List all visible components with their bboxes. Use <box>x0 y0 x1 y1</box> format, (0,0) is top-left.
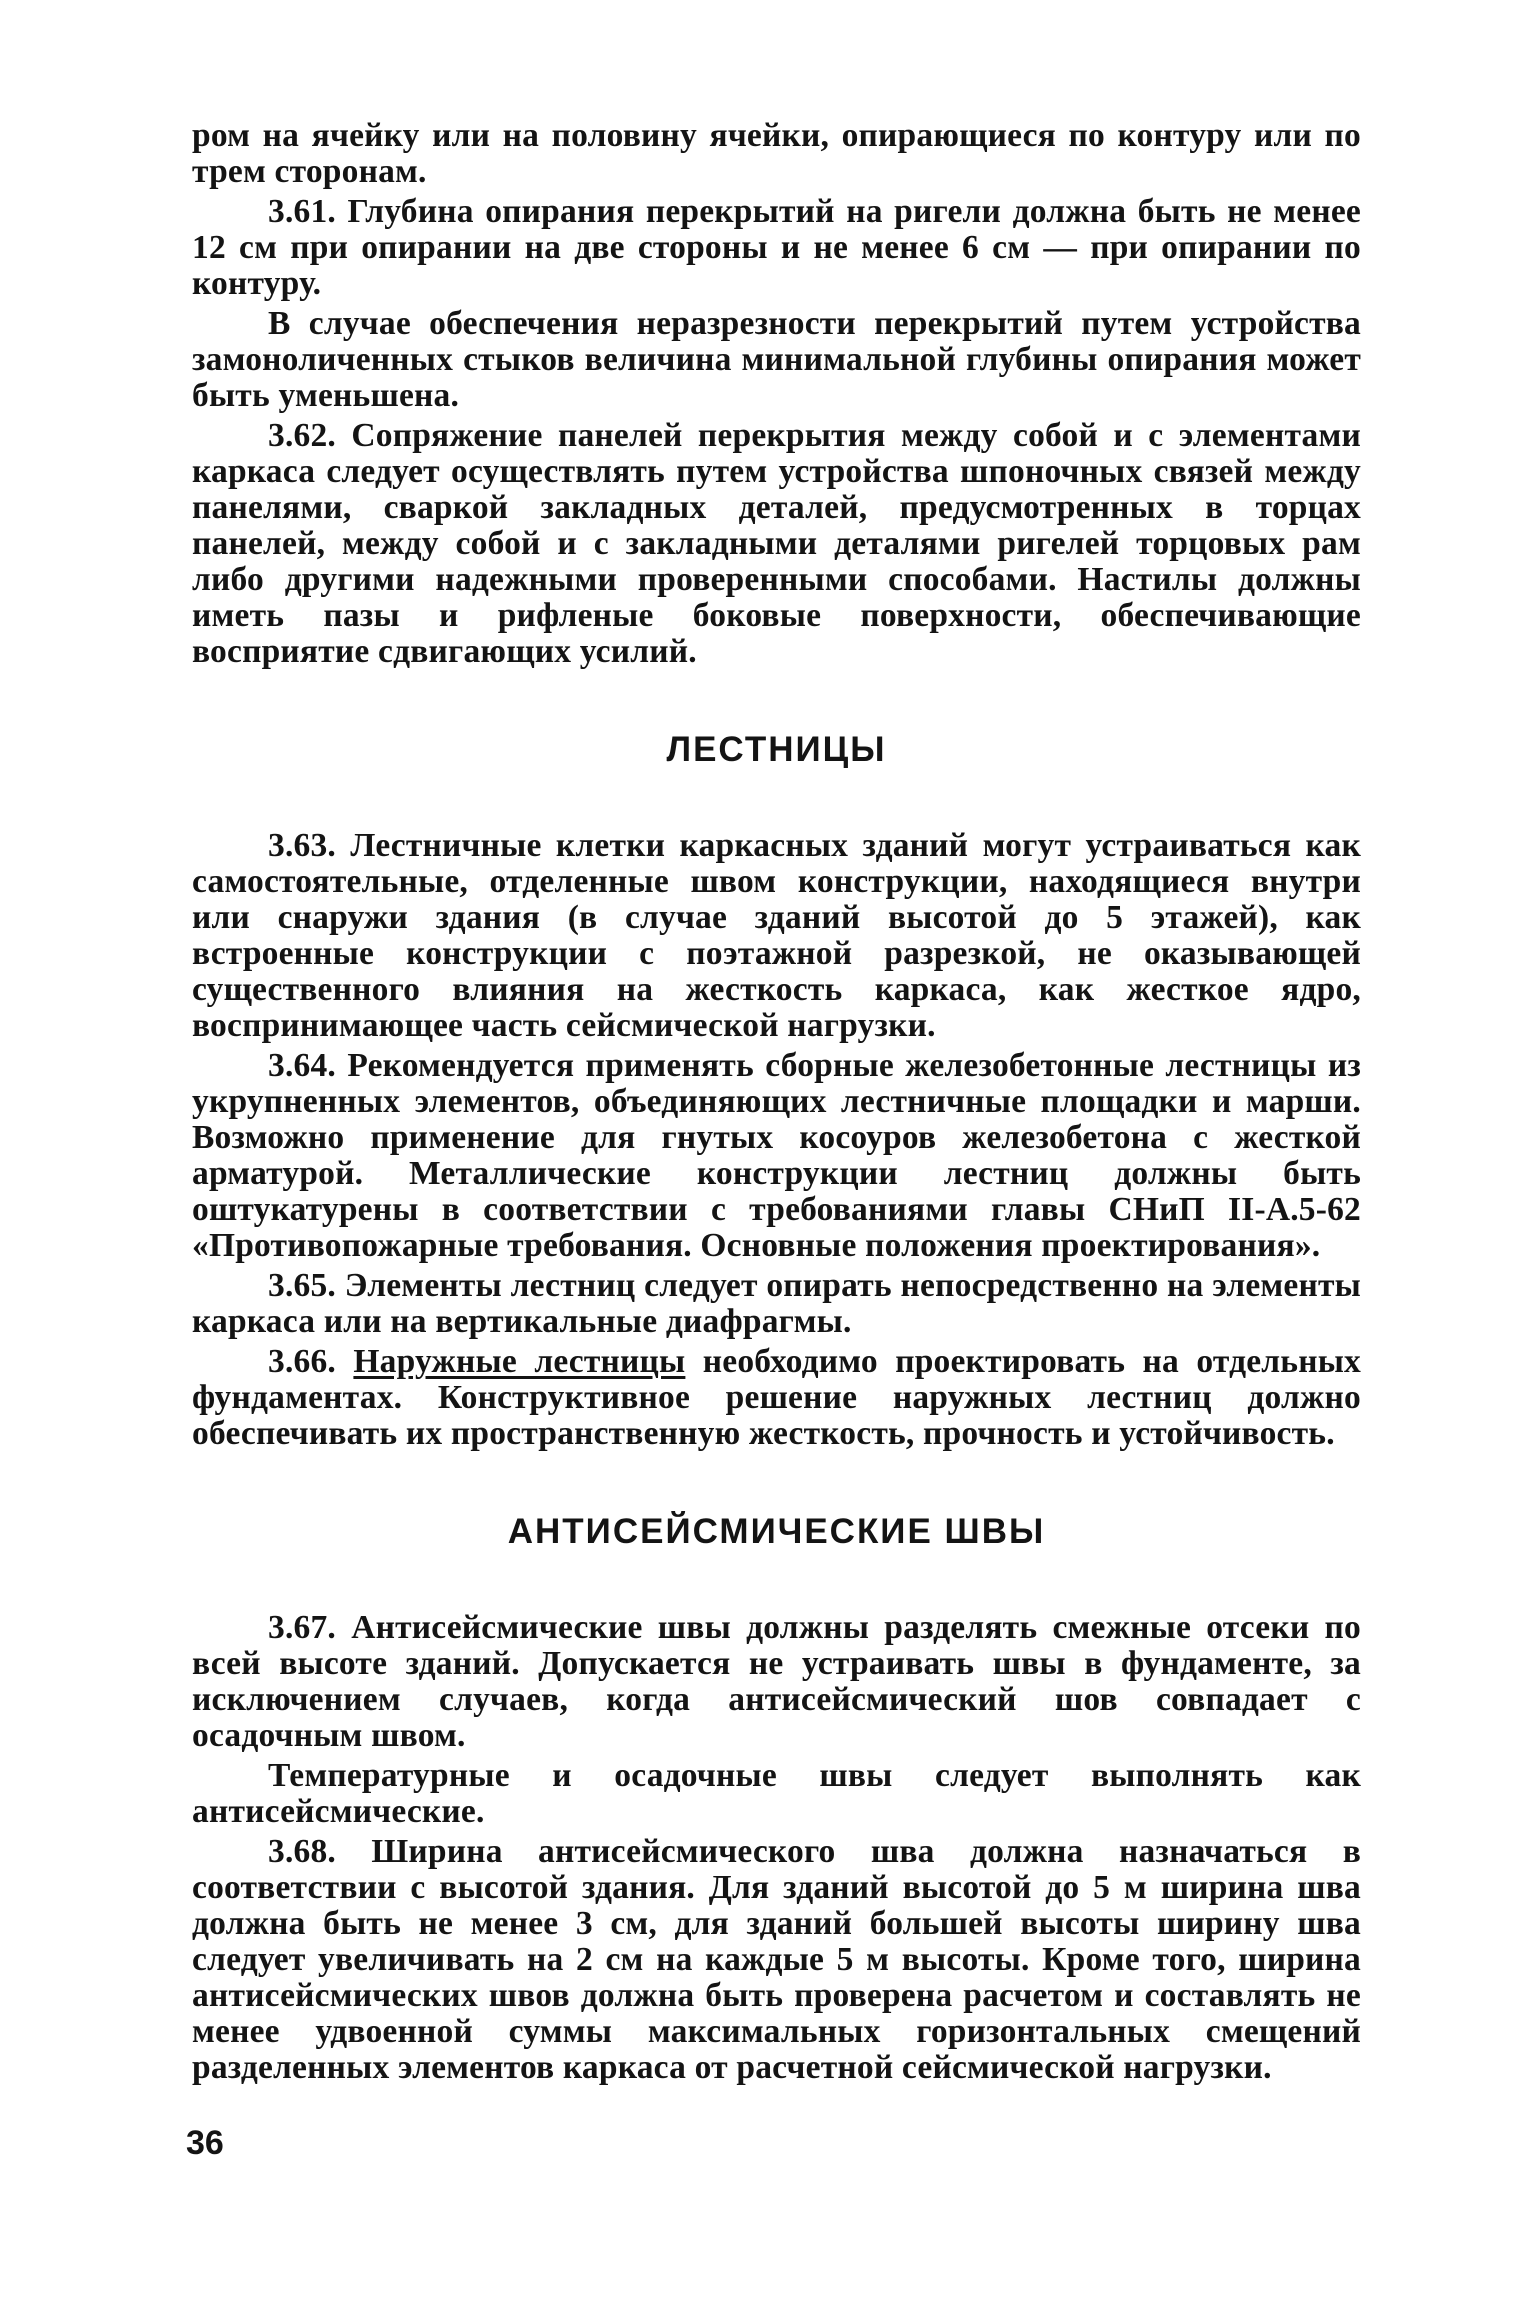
paragraph-number: 3.62. <box>268 417 336 454</box>
paragraph-text: Элементы лестниц следует опирать непосредственно на элементы каркаса или на вертикальные диафрагмы. <box>192 1267 1361 1340</box>
paragraph-text: В случае обеспечения неразрезности перекрытий путем устройства замоноличенных стыков величина минимальной глубины опирания может быть уменьшена. <box>192 305 1361 414</box>
paragraph-number: 3.66. <box>268 1343 336 1380</box>
section-heading-stairs: ЛЕСТНИЦЫ <box>666 730 887 769</box>
paragraph-text: ром на ячейку или на половину ячейки, опирающиеся по контуру или по трем сторонам. <box>192 117 1361 190</box>
paragraph-3-66 <box>192 1344 1361 1452</box>
paragraph-text: Сопряжение панелей перекрытия между собой и с элементами каркаса следует осуществлять путем устройства шпоночных связей между панелями, сваркой закладных деталей, предусмотренных в торцах панелей, между собой и с закладными деталями ригелей торцовых рам либо другими надежными проверенными способами. Настилы должны иметь пазы и рифленые боковые поверхности, обеспечивающие восприятие сдвигающих усилий. <box>192 417 1361 670</box>
paragraph-continuation <box>192 118 1361 190</box>
paragraph-text: Антисейсмические швы должны разделять смежные отсеки по всей высоте зданий. Допускается не устраивать швы в фундаменте, за исключением случаев, когда антисейсмический шов совпадает с осадочным швом. <box>192 1609 1361 1754</box>
paragraph-3-65 <box>192 1268 1361 1340</box>
paragraph-number: 3.65. <box>268 1267 336 1304</box>
paragraph-text: Температурные и осадочные швы следует выполнять как антисейсмические. <box>192 1757 1361 1830</box>
paragraph-number: 3.67. <box>268 1609 336 1646</box>
paragraph-number: 3.61. <box>268 193 336 230</box>
paragraph-number: 3.64. <box>268 1047 336 1084</box>
text-column <box>192 118 1361 2086</box>
paragraph-text: Лестничные клетки каркасных зданий могут устраиваться как самостоятельные, отделенные швом конструкции, находящиеся внутри или снаружи здания (в случае зданий высотой до 5 этажей), как встроенные конструкции с поэтажной разрезкой, не оказывающей существенного влияния на жесткость каркаса, как жесткое ядро, воспринимающее часть сейсмической нагрузки. <box>192 827 1361 1044</box>
paragraph-3-67-note <box>192 1758 1361 1830</box>
paragraph-number: 3.68. <box>268 1833 336 1870</box>
paragraph-3-63 <box>192 828 1361 1044</box>
paragraph-3-62 <box>192 418 1361 670</box>
paragraph-3-61 <box>192 194 1361 302</box>
paragraph-3-67 <box>192 1610 1361 1754</box>
paragraph-3-68 <box>192 1834 1361 2086</box>
section-heading-seismic-joints: АНТИСЕЙСМИЧЕСКИЕ ШВЫ <box>507 1512 1046 1551</box>
paragraph-text: необходимо проектировать на отдельных фундаментах. Конструктивное решение наружных лестниц должно обеспечивать их пространственную жесткость, прочность и устойчивость. <box>192 1343 1362 1452</box>
paragraph-text: Рекомендуется применять сборные железобетонные лестницы из укрупненных элементов, объединяющих лестничные площадки и марши. Возможно применение для гнутых косоуров железобетона с жесткой арматурой. Металлические конструкции лестниц должны быть оштукатурены в соответствии с требованиями главы СНиП II-А.5-62 «Противопожарные требования. Основные положения проектирования». <box>192 1047 1361 1264</box>
underlined-phrase: Наружные лестницы <box>353 1343 686 1380</box>
paragraph-text: Ширина антисейсмического шва должна назначаться в соответствии с высотой здания. Для зданий высотой до 5 м ширина шва должна быть не менее 3 см, для зданий большей высоты ширину шва следует увеличивать на 2 см на каждые 5 м высоты. Кроме того, ширина антисейсмических швов должна быть проверена расчетом и составлять не менее удвоенной суммы максимальных горизонтальных смещений разделенных элементов каркаса от расчетной сейсмической нагрузки. <box>192 1833 1361 2086</box>
page-number: 36 <box>186 2124 224 2162</box>
paragraph-text: Глубина опирания перекрытий на ригели должна быть не менее 12 см при опирании на две стороны и не менее 6 см — при опирании по контуру. <box>192 193 1361 302</box>
paragraph-3-61-note <box>192 306 1361 414</box>
paragraph-number: 3.63. <box>268 827 336 864</box>
paragraph-3-64 <box>192 1048 1361 1264</box>
